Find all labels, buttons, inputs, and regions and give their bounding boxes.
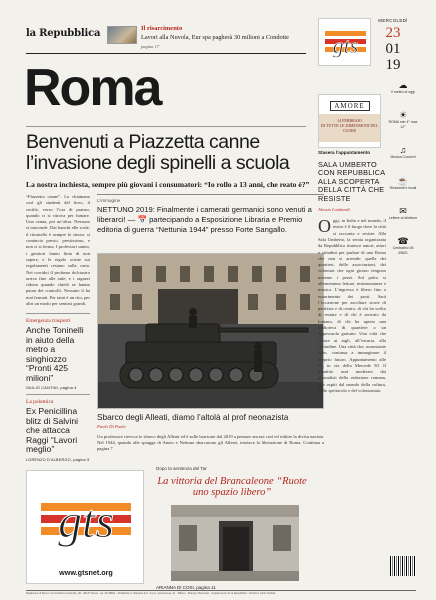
left-divider [26, 394, 90, 395]
masthead[interactable]: la Repubblica [26, 28, 101, 39]
gts-logo-icon [319, 19, 372, 67]
sidebar-service-label: Lettere al direttore [388, 216, 418, 221]
right-story-kicker: Stasera l’appuntamento [318, 150, 371, 155]
barcode [390, 556, 416, 576]
promo-thumbnail[interactable] [107, 26, 137, 44]
date-weekday: MERCOLEDÌ [378, 18, 408, 23]
sidebar-service-item[interactable] [388, 176, 418, 190]
music-icon: ♫ [399, 145, 407, 156]
lead-body: “Piazzetta canne”. Lo chiamano così gli studenti del liceo, il cortile, verso l’ora di pranzo, quando ci si ritrova per fumare. Una canna, poi un’altra. Nessuno si nasconde. Dai banchi alle scale, il ritornello è sempre lo stesso: si comincia presto, prestissimo, e non ci si ferma. I professori sanno, i genitori fanno finta di non sapere, e le regole scritte sui regolamenti restano sulla carta. Nei corridoi il profumo dolciastro arriva fino alle aule, e i ragazzi ridono quando chiedi se hanno paura dei controlli. Nessuno li ha mai fermati. Per tanti è un rito, per altri un modo per sentirsi grandi. [26, 194, 90, 307]
tank-photo[interactable] [97, 253, 324, 409]
story-2-label: La polemica [26, 399, 54, 405]
building-photo[interactable] [171, 505, 299, 581]
phone-icon: ☎ [397, 236, 409, 247]
right-story-body [318, 218, 386, 578]
right-story-text: ggi, in Italia e nel mondo, il teatro è il luogo dove la città si racconta e resiste. Alla Sala Umberto, la serata organizzata da Repubblica riunisce autori, attori e cittadini per parlare di una Roma che non si arrende: quella dei quartieri, delle associazioni, dei volontari che ogni giorno tengono insieme i pezzi. Sul palco si alterneranno letture, testimonianze e musica. L’ingresso è libero fino a esaurimento dei posti. Sarà l’occasione per ascoltare storie di periferia e di centro, di chi ha scelto di restare e di chi è arrivato da lontano, di chi ha aperto una biblioteca di quartiere o un doposcuola gratuito. Una città che resiste ai tagli, all’incuria, alla solitudine. Una città che, nonostante tutto, continua a immaginare il proprio futuro. Appuntamento alle 21, in via della Mercede 50. Il dibattito sarà moderato dai giornalisti della redazione romana, con ospiti dal mondo della cultura, dello spettacolo e del volontariato. [318, 218, 386, 394]
sidebar-service-label: Musica Concerti [390, 155, 416, 160]
footer-divider [26, 590, 416, 591]
sidebar-services [388, 80, 418, 271]
bottom-story-title[interactable]: La vittoria del Brancaleone “Ruote uno spazio libero” [157, 476, 307, 498]
sidebar-service-label: Centralino 06 49821 [392, 246, 414, 255]
left-column [26, 194, 90, 462]
right-story [318, 150, 386, 578]
sidebar-service-label: ROMA min 4° max 12° [388, 120, 418, 129]
promo-page: pagina 17 [141, 44, 160, 49]
photo-caption[interactable]: Sbarco degli Alleati, diamo l’altolà al prof neonazista [97, 412, 289, 422]
story-1-title[interactable]: Anche Toninelli in aiuto della metro a singhiozzo “Pronti 425 milioni” [26, 325, 84, 383]
gts-ad-logo-icon [27, 471, 145, 561]
right-story-title[interactable]: SALA UMBERTO CON REPUBBLICA ALLA SCOPERTA DELLA CITTÀ CHE RESISTE [318, 160, 385, 203]
sun-icon: ☀ [398, 110, 408, 121]
promo-kicker: Il risarcimento [141, 25, 183, 32]
bottom-story-byline: ARIANNA DI COSI, pagina 11 [156, 585, 216, 590]
gts-ad-logo-text: gts [57, 495, 115, 548]
sidebar-service-item[interactable] [388, 80, 418, 94]
weather-icon: ☁ [398, 80, 408, 90]
story-2-byline: LORENZO D’ALBERGO, pagina 5 [26, 457, 90, 462]
left-divider [26, 313, 90, 314]
promo-title[interactable]: Lavori alla Nuvola, Eur spa pagherà 30 milioni a Condotte [141, 34, 289, 41]
right-story-byline: Alessio Lombardi [318, 207, 350, 213]
photo-story-byline: Paolo Di Paolo [97, 424, 126, 429]
bottom-story-kicker: Dopo la sentenza del Tar [156, 466, 207, 471]
sidebar-service-item[interactable] [388, 206, 418, 220]
issue-date [374, 18, 412, 73]
date-year: 19 [385, 57, 401, 73]
amor-ad-box[interactable] [318, 94, 381, 148]
lead-summary: La nostra inchiesta, sempre più giovani i consumatori: “Io rollo a 13 anni, che reato è?” [26, 180, 310, 189]
section-title: Roma [24, 59, 161, 117]
amor-banner [319, 114, 380, 142]
sidebar-service-label: Ristoranti e locali [389, 185, 417, 190]
photo-story-body: Un professore rievoca lo sbarco degli Alleati ed è sulle barricate dal 2019 a pensare ancora così ed esibire la divisa nazista. Nel 1944, quando alle spiagge di Anzio e Nettuno sbarcarono gli Alleati, iniziava la liberazione di Roma. Continua a pagina 7 [97, 434, 324, 451]
section-divider [26, 126, 306, 127]
sidebar-service-item[interactable] [388, 145, 418, 159]
tank-photo-image [98, 254, 324, 409]
header-divider [26, 53, 306, 54]
lead-headline[interactable]: Benvenuti a Piazzetta canne l’invasione degli spinelli a scuola [26, 131, 290, 174]
amor-line: DI TUTTE LE DIMENSIONI DEL CUORE [320, 123, 379, 133]
food-icon: ☕ [397, 175, 409, 186]
amor-title: AMORE [330, 101, 370, 111]
amor-subtitle: 14 FEBBRAIO [337, 118, 362, 123]
story-1-label: Emergenza trasporti [26, 318, 71, 324]
mail-icon: ✉ [399, 206, 407, 217]
footer-imprint: Redazione di Roma: via Cristoforo Colombo, 90 - 00147 Roma - tel. 06 49821 - Pubblicità: A. Manzoni & C. S.p.A. via Nervesa, 21 - Milano - Stampa: Rotocolor - Supplemento de la Repubblica - Direttore Carlo Verdelli [26, 592, 276, 595]
ad-url[interactable]: www.gtsnet.org [59, 568, 113, 577]
building-photo-image [171, 505, 299, 581]
tweet-label: L’immagine [97, 198, 121, 203]
gts-logo-box[interactable] [318, 18, 371, 66]
date-day: 23 [385, 25, 401, 41]
sidebar-service-item[interactable] [388, 110, 418, 129]
right-story-dropcap: O [318, 218, 331, 237]
tweet-box [97, 194, 324, 250]
tweet-text: NETTUNO 2019: Finalmente i camerati germanici sono venuti a liberarci! — 📅 partecipando a Esposizione Libraria e Premio editoria di guerra “Nettunia 1944” presso Forte Sangallo. [97, 205, 312, 234]
story-2-title[interactable]: Ex Penicillina blitz di Salvini che attacca Raggi “Lavori meglio” [26, 406, 79, 454]
sidebar-service-item[interactable] [388, 236, 418, 255]
gts-advertisement[interactable] [26, 470, 144, 584]
sidebar-service-label: Il meteo di oggi [391, 90, 415, 94]
gts-logo-text: gts [332, 33, 359, 58]
date-month: 01 [385, 41, 401, 57]
story-1-byline: GIULIO CANTINI, pagina 4 [26, 386, 77, 390]
